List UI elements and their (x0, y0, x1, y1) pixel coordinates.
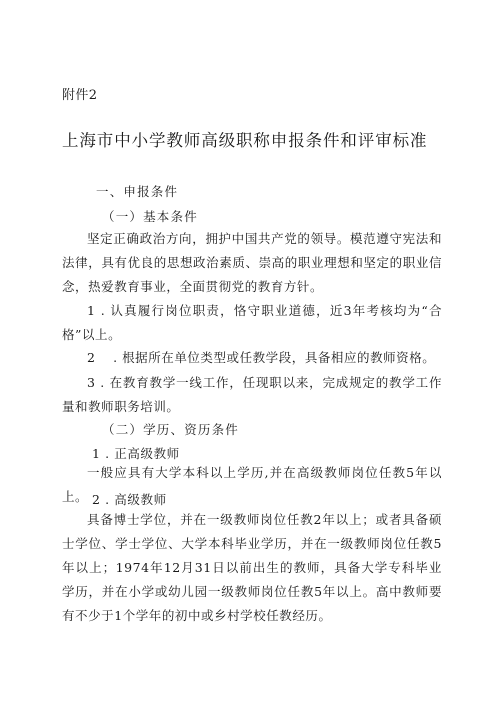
basic-condition-item-1: 1 . 认真履行岗位职责，恪守职业道德，近3年考核均为“合格”以上。 (62, 303, 442, 342)
attachment-label: 附件2 (62, 88, 98, 103)
section-heading-application-conditions: 一、申报条件 (96, 184, 179, 199)
heading-senior-teacher: 2 . 高级教师 (92, 492, 167, 507)
senior-full-teacher-requirement: 一般应具有大学本科以上学历,并在高级教师岗位任教5年以上。 (62, 465, 442, 504)
heading-senior-full-teacher: 1 . 正高级教师 (92, 446, 180, 461)
document-title: 上海市中小学教师高级职称申报条件和评审标准 (62, 131, 428, 150)
subsection-heading-education-qualifications: （二）学历、资历条件 (102, 422, 240, 437)
subsection-heading-basic-conditions: （一）基本条件 (102, 209, 198, 224)
basic-condition-item-2: 2 . 根据所在单位类型或任教学段，具备相应的教师资格。 (87, 350, 436, 365)
basic-condition-item-3: 3 . 在教育教学一线工作，任现职以来，完成规定的教学工作量和教师职务培训。 (62, 375, 442, 414)
basic-conditions-intro: 坚定正确政治方向，拥护中国共产党的领导。模范遵守宪法和法律，具有优良的思想政治素质、崇高的职业理想和坚定的职业信念，热爱教育事业，全面贯彻党的教育方针。 (62, 231, 442, 294)
senior-teacher-requirement: 具备博士学位，并在一级教师岗位任教2年以上；或者具备硕士学位、学士学位、大学本科毕业学历，并在一级教师岗位任教5年以上；1974年12月31日以前出生的教师，具备大学专科毕业学历，并在小学或幼儿园一级教师岗位任教5年以上。高中教师要有不少于1个学年的初中或乡村学校任教经历。 (62, 512, 442, 623)
